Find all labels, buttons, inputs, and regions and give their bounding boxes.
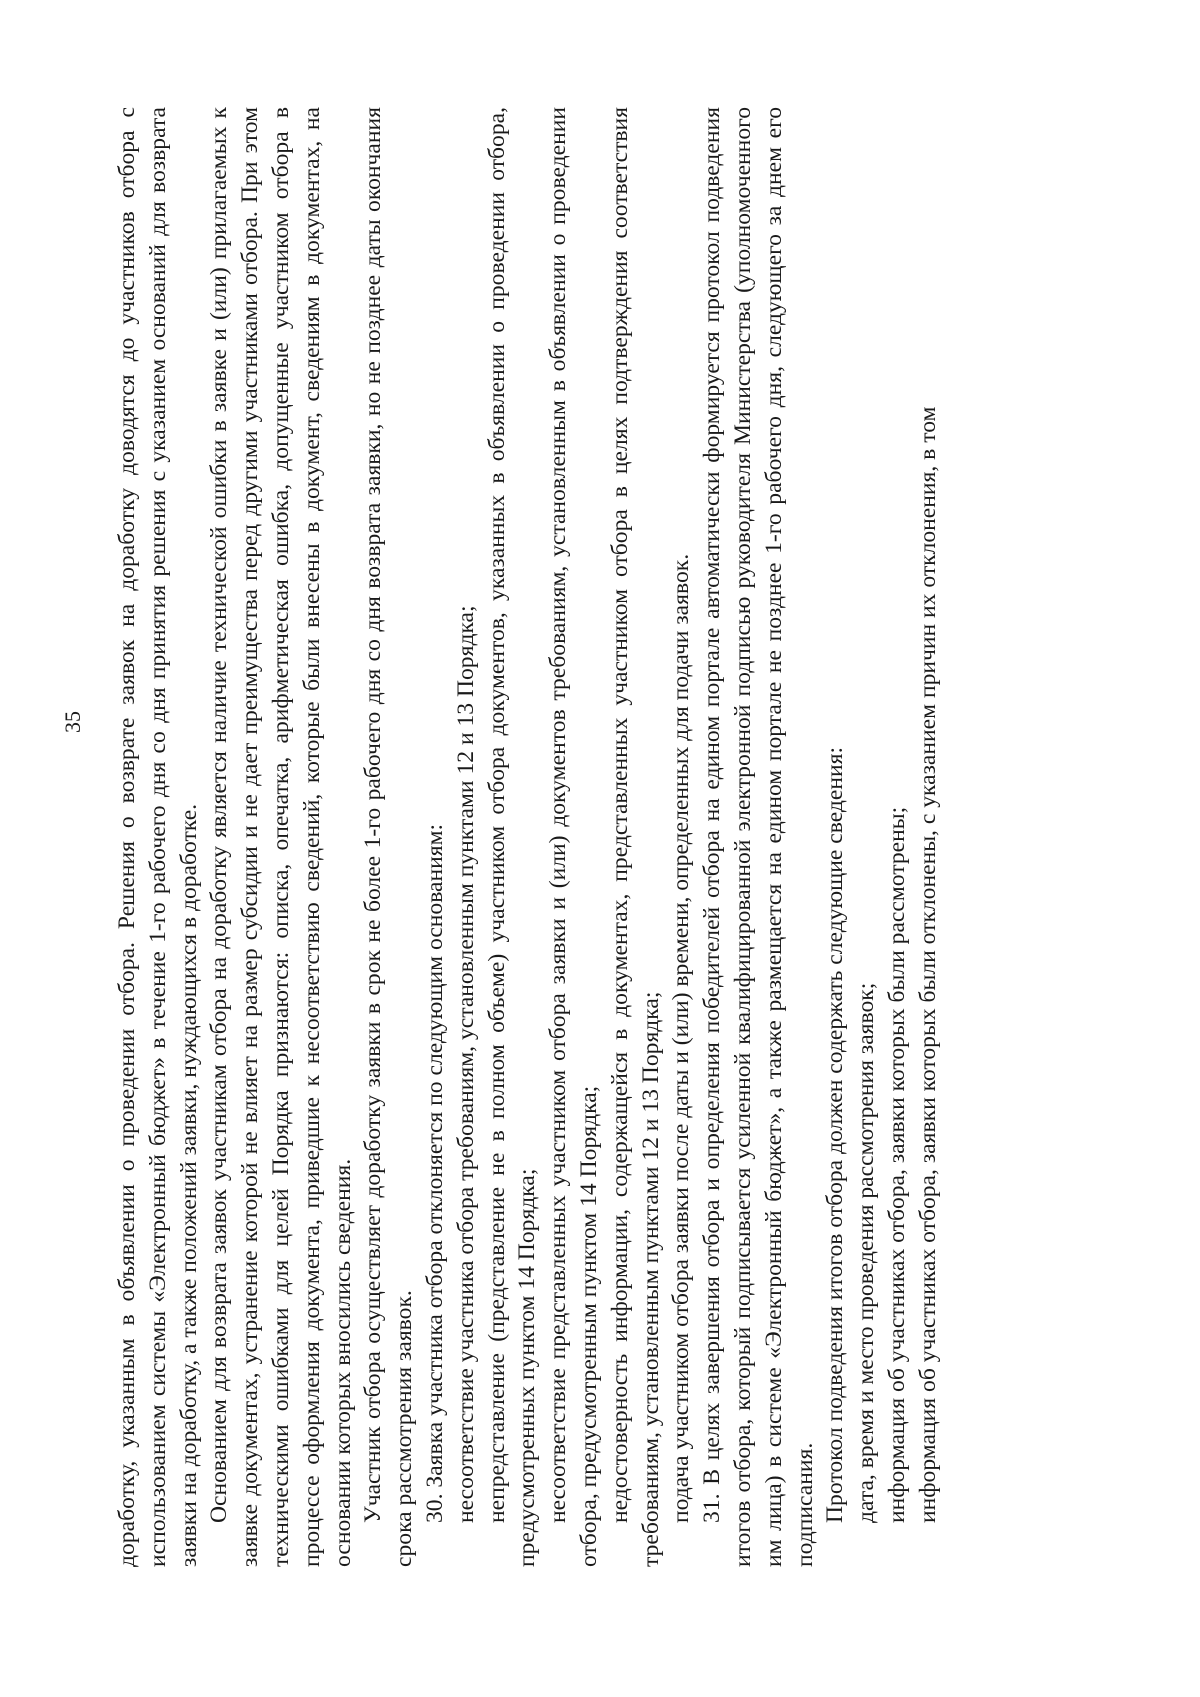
paragraph-30-rejection-grounds: 30. Заявка участника отбора отклоняется по следующим основаниям: [421, 823, 448, 1523]
page-number: 35 [60, 711, 85, 733]
list-item-unreliable-information: недостоверность информации, содержащейся в документах, представленных участником отбора в целях подтверждения соответствия требованиям, установленным пунктами 12 и 13 Порядка; [606, 107, 664, 1567]
list-item-date-time-place: дата, время и место проведения рассмотрения заявок; [853, 982, 880, 1523]
paragraph-return-decisions: доработку, указанным в объявлении о проведении отбора. Решения о возврате заявок на доработку доводятся до участников отбора с использованием системы «Электронный бюджет» в течение 1-го рабочего дня со дня принятия решения с указанием оснований для возврата заявки на доработку, а также положений заявки, нуждающихся в доработке. [114, 107, 202, 1567]
paragraph-31-protocol: 31. В целях завершения отбора и определения победителей отбора на едином портале автоматически формируется протокол подведения итогов отбора, который подписывается усиленной квалифицированной электронной подписью руководителя Министерства (уполномоченного им лица) в системе «Электронный бюджет», а также размещается на едином портале не позднее 1-го рабочего дня, следующего за днем его подписания. [699, 107, 818, 1567]
list-item-late-submission: подача участником отбора заявки после даты и (или) времени, определенных для подачи заявок. [668, 553, 695, 1523]
list-item-rejected-participants: информация об участниках отбора, заявки которых были отклонены, с указанием причин их отклонения, в том [914, 406, 941, 1523]
list-item-reviewed-participants: информация об участниках отбора, заявки которых были рассмотрены; [883, 806, 910, 1523]
paragraph-protocol-contents: Протокол подведения итогов отбора должен содержать следующие сведения: [822, 746, 849, 1523]
paragraph-grounds-for-return: Основанием для возврата заявок участникам отбора на доработку является наличие технической ошибки в заявке и (или) прилагаемых к заявке документах, устранение которой не влияет на размер субсидии и не дает преимущества перед другими участниками отбора. При этом техническими ошибками для целей Порядка признаются: описка, опечатка, арифметическая ошибка, допущенные участником отбора в процессе оформления документа, приведшие к несоответствию сведений, которые были внесены в документ, сведениям в документах, на основании которых вносились сведения. [206, 107, 356, 1567]
list-item-noncompliance-documents: несоответствие представленных участником отбора заявки и (или) документов требованиям, установленным в объявлении о проведении отбора, предусмотренным пунктом 14 Порядка; [545, 107, 602, 1567]
paragraph-revision-deadline: Участник отбора осуществляет доработку заявки в срок не более 1-го рабочего дня со дня возврата заявки, но не позднее даты окончания срока рассмотрения заявок. [360, 107, 418, 1567]
list-item-nonsubmission-documents: непредставление (представление не в полном объеме) участником отбора документов, указанных в объявлении о проведении отбора, предусмотренных пунктом 14 Порядка; [483, 107, 541, 1567]
list-item-noncompliance-participant: несоответствие участника отбора требованиям, установленным пунктами 12 и 13 Порядка; [452, 605, 479, 1523]
rotated-text-block [112, 107, 1042, 1567]
